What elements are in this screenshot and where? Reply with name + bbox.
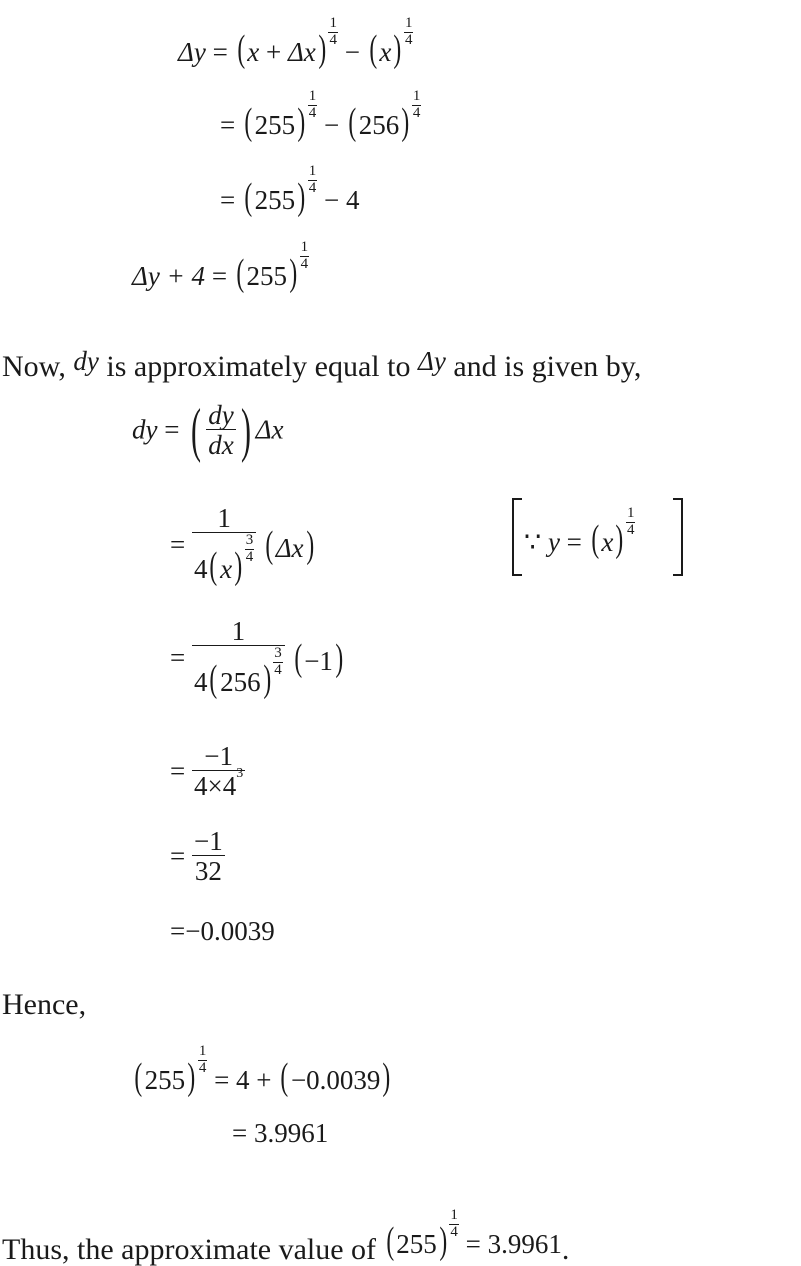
equals-sign: = [566, 527, 582, 557]
delta-y-symbol: Δy [178, 37, 206, 67]
bracket-note [512, 498, 683, 576]
paren-close: ) [289, 252, 298, 294]
paren-close: ) [240, 397, 251, 463]
equals-sign: = [212, 37, 228, 67]
conclusion-expression: (255) $\frac{1}{4}$ = 3.9961 [385, 1207, 562, 1262]
equation-substitution [220, 88, 421, 143]
paren-close: ) [297, 101, 306, 143]
delta-x-symbol: Δx [255, 414, 284, 445]
exponent-one-fourth: $\frac{1}{4}$ [308, 163, 317, 196]
paren-open: ( [236, 252, 245, 294]
value-255: 255 [144, 1065, 186, 1095]
exponent-one-fourth: $\frac{1}{4}$ [626, 505, 635, 538]
variable-y: y [547, 527, 560, 557]
because-symbol: ∵ [524, 527, 542, 557]
value-256: 256 [358, 110, 400, 140]
equation-delta-y-definition [178, 15, 413, 70]
equals-sign: = [220, 110, 236, 140]
paren-open: ( [191, 397, 202, 463]
delta-x-symbol: Δx [275, 533, 304, 563]
variable-x: x [247, 37, 260, 67]
paren-open: ( [244, 101, 253, 143]
equation-rearranged [132, 239, 309, 294]
equation-simplified [220, 163, 360, 218]
denominator: 4(x) $\frac{3}{4}$ [192, 532, 256, 585]
denominator: 32 [192, 855, 225, 885]
equation-final-sum [132, 1043, 393, 1098]
equation-fraction-32 [170, 828, 225, 885]
equation-final-value [232, 1120, 328, 1147]
prose-now-label: Now, [2, 350, 66, 383]
paren-close: ) [297, 176, 306, 218]
denominator: 4(256) $\frac{3}{4}$ [192, 645, 285, 698]
final-value: 3.9961 [253, 1118, 329, 1148]
thus-label: Thus, the approximate value of [2, 1233, 377, 1266]
value-255: 255 [396, 1229, 437, 1259]
decimal-value: −0.0039 [290, 1065, 381, 1095]
lhs-expression: Δy + 4 [132, 261, 206, 291]
equals-sign: = [220, 185, 236, 215]
paren-open: ( [280, 1056, 289, 1098]
minus-sign: − [324, 185, 340, 215]
equals-sign: = [170, 529, 186, 560]
equals-sign: = [232, 1118, 248, 1148]
paren-open: ( [348, 101, 357, 143]
paren-open: ( [369, 28, 377, 70]
equation-decimal-result [170, 918, 275, 945]
prose-now [2, 346, 642, 383]
numerator: 1 [231, 616, 246, 646]
exponent-one-fourth: $\frac{1}{4}$ [198, 1043, 207, 1076]
bracket-note-content: ∵ y = (x) $\frac{1}{4}$ [524, 505, 635, 560]
plus-sign: + [256, 1065, 272, 1095]
prose-end: and is given by, [453, 350, 642, 383]
delta-x-symbol: Δx [287, 37, 316, 67]
final-value: 3.9961 [487, 1229, 562, 1259]
exponent-one-fourth: $\frac{1}{4}$ [450, 1207, 458, 1240]
paren-open: ( [244, 176, 253, 218]
paren-open: ( [293, 637, 302, 679]
equals-sign: = [214, 1065, 230, 1095]
minus-sign: − [344, 37, 360, 67]
denominator: $4\times 4^3$ [193, 766, 244, 801]
equation-derivative-substituted [170, 618, 346, 698]
prose-hence [2, 990, 86, 1020]
fraction-one-over-4-256 [192, 618, 285, 698]
fraction-one-over-4x [192, 505, 256, 585]
exponent-one-fourth: $\frac{1}{4}$ [300, 239, 309, 272]
prose-middle: is approximately equal to [106, 350, 411, 383]
equals-sign: = [170, 756, 186, 786]
equation-derivative-general [170, 505, 316, 585]
hence-label: Hence, [2, 988, 87, 1021]
equals-sign: = [211, 261, 228, 291]
variable-x: x [379, 37, 392, 67]
exponent-one-fourth: $\frac{1}{4}$ [308, 88, 317, 121]
paren-close: ) [401, 101, 410, 143]
equals-sign: = [170, 642, 186, 673]
numerator: −1 [204, 741, 233, 771]
value-255: 255 [254, 185, 296, 215]
delta-y-symbol: Δy [417, 346, 446, 376]
paren-close: ) [318, 28, 327, 70]
period: . [561, 1233, 570, 1266]
paren-close: ) [187, 1056, 196, 1098]
numerator: 1 [217, 503, 231, 533]
plus-sign: + [265, 37, 282, 67]
paren-close: ) [335, 637, 344, 679]
variable-x: x [601, 527, 614, 557]
fraction-minus-one-over-32 [192, 828, 225, 885]
exponent-one-fourth: $\frac{1}{4}$ [412, 88, 421, 121]
paren-close: ) [305, 524, 314, 566]
value-255: 255 [246, 261, 287, 291]
value-4: 4 [236, 1065, 250, 1095]
equals-sign: = [170, 841, 186, 871]
paren-close: ) [382, 1056, 391, 1098]
exponent-one-fourth: $\frac{1}{4}$ [329, 15, 337, 48]
equals-sign: = [170, 916, 186, 946]
numerator: −1 [193, 826, 223, 856]
equals-sign: = [465, 1229, 481, 1259]
paren-open: ( [134, 1056, 143, 1098]
equals-sign: = [164, 414, 180, 445]
fraction-minus-one-over-4x4cubed [192, 743, 245, 800]
derivative-fraction: $\frac{dy}{dx}$ [208, 399, 234, 460]
dy-symbol: dy [132, 414, 158, 445]
dy-symbol: dy [73, 346, 99, 376]
prose-thus [2, 1207, 570, 1266]
decimal-value: −0.0039 [185, 916, 275, 946]
paren-open: ( [265, 524, 274, 566]
paren-open: ( [236, 28, 245, 70]
exponent-one-fourth: $\frac{1}{4}$ [404, 15, 413, 48]
paren-close: ) [393, 28, 402, 70]
equation-power-form [170, 743, 245, 800]
equation-differential [132, 397, 284, 463]
value-4: 4 [346, 185, 360, 215]
factor-minus-one: −1 [304, 646, 333, 676]
minus-sign: − [324, 110, 340, 140]
value-255: 255 [254, 110, 296, 140]
